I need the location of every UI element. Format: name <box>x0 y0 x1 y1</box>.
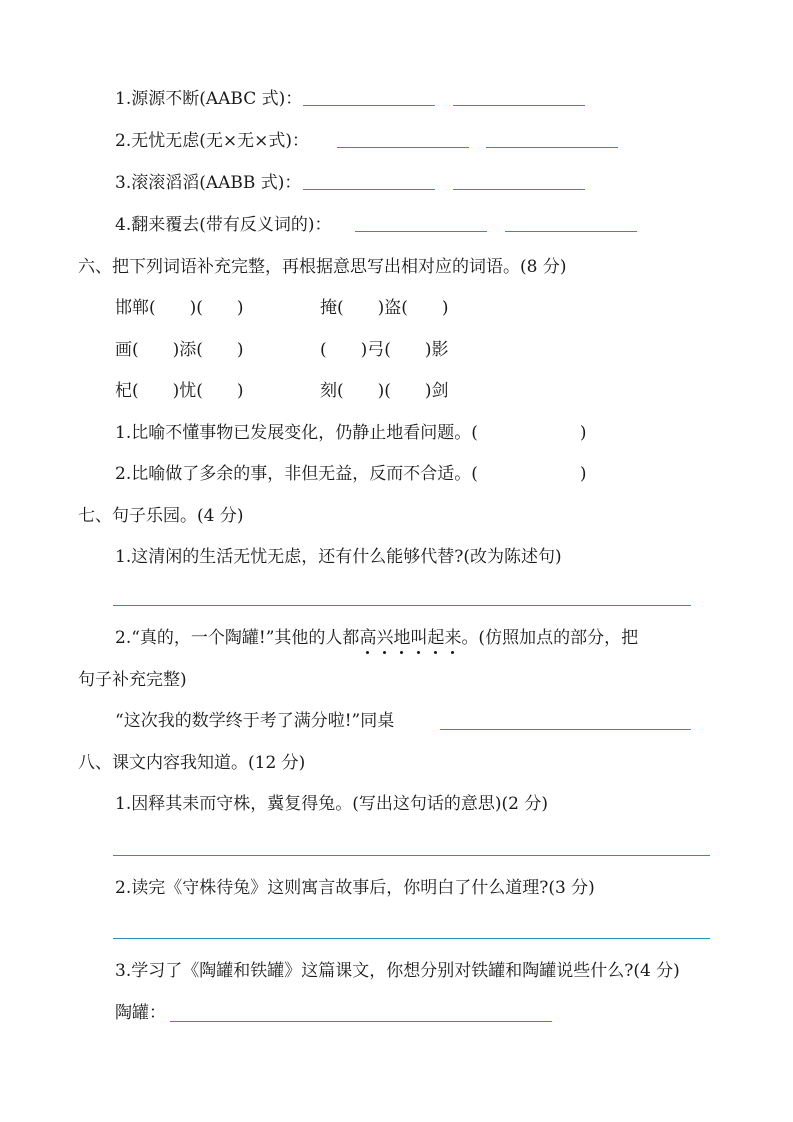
section6-title: 六、把下列词语补充完整，再根据意思写出相对应的词语。(8 分) <box>78 257 567 277</box>
idiom-1[interactable]: 邯郸( )( ) <box>115 298 244 318</box>
s5-q4-blank-1[interactable] <box>355 231 487 232</box>
s7-q2-answer-line[interactable] <box>440 729 691 730</box>
dotted-char: 兴 <box>376 628 394 648</box>
s8-q3-label: 陶罐： <box>115 1003 166 1023</box>
s5-q3-blank-1[interactable] <box>303 189 435 190</box>
idiom-3[interactable]: 画( )添( ) <box>115 340 244 360</box>
dotted-char: 高 <box>359 628 377 648</box>
section7-title: 七、句子乐园。(4 分) <box>78 506 244 526</box>
s5-q2: 2.无忧无虑(无×无×式)： <box>115 131 309 151</box>
s5-q2-blank-1[interactable] <box>337 147 469 148</box>
s5-q4: 4.翻来覆去(带有反义词的)： <box>115 215 332 235</box>
s8-q2: 2.读完《守株待兔》这则寓言故事后，你明白了什么道理?(3 分) <box>115 878 595 898</box>
s7-q1: 1.这清闲的生活无忧无虑，还有什么能够代替?(改为陈述句) <box>115 547 562 567</box>
idiom-2[interactable]: 掩( )盗( ) <box>320 298 449 318</box>
s7-q1-answer-line[interactable] <box>113 605 691 606</box>
s7-q2-after: 。(仿照加点的部分，把 <box>461 628 639 648</box>
s8-q3: 3.学习了《陶罐和铁罐》这篇课文，你想分别对铁罐和陶罐说些什么?(4 分) <box>115 961 680 981</box>
dotted-char: 叫 <box>410 628 428 648</box>
s8-q3-answer-line[interactable] <box>170 1021 552 1022</box>
s5-q2-blank-2[interactable] <box>486 147 618 148</box>
section8-title: 八、课文内容我知道。(12 分) <box>78 753 306 773</box>
dotted-char: 起 <box>427 628 445 648</box>
s7-q2 <box>115 627 638 649</box>
s7-q2-cont: 句子补充完整) <box>78 670 187 690</box>
dotted-char: 地 <box>393 628 411 648</box>
s6-q1[interactable]: 1.比喻不懂事物已发展变化，仍静止地看问题。( ) <box>115 423 587 443</box>
s7-q2-before: 2.“真的，一个陶罐!”其他的人都 <box>115 628 360 648</box>
idiom-5[interactable]: 杞( )忧( ) <box>115 381 244 401</box>
dotted-char: 来 <box>444 628 462 648</box>
s8-q1: 1.因释其耒而守株，冀复得兔。(写出这句话的意思)(2 分) <box>115 794 548 814</box>
s5-q3-blank-2[interactable] <box>453 189 585 190</box>
s8-q2-answer-line[interactable] <box>113 938 710 939</box>
s5-q1-blank-1[interactable] <box>303 105 435 106</box>
s8-q1-answer-line[interactable] <box>113 855 710 856</box>
s5-q1-blank-2[interactable] <box>453 105 585 106</box>
s6-q2[interactable]: 2.比喻做了多余的事，非但无益，反而不合适。( ) <box>115 464 587 484</box>
idiom-4[interactable]: ( )弓( )影 <box>320 340 449 360</box>
s5-q3: 3.滚滚滔滔(AABB 式)： <box>115 173 302 193</box>
s5-q4-blank-2[interactable] <box>505 231 637 232</box>
s5-q1: 1.源源不断(AABC 式)： <box>115 89 303 109</box>
idiom-6[interactable]: 刻( )( )剑 <box>320 381 449 401</box>
s7-q2-example: “这次我的数学终于考了满分啦!”同桌 <box>115 711 395 731</box>
